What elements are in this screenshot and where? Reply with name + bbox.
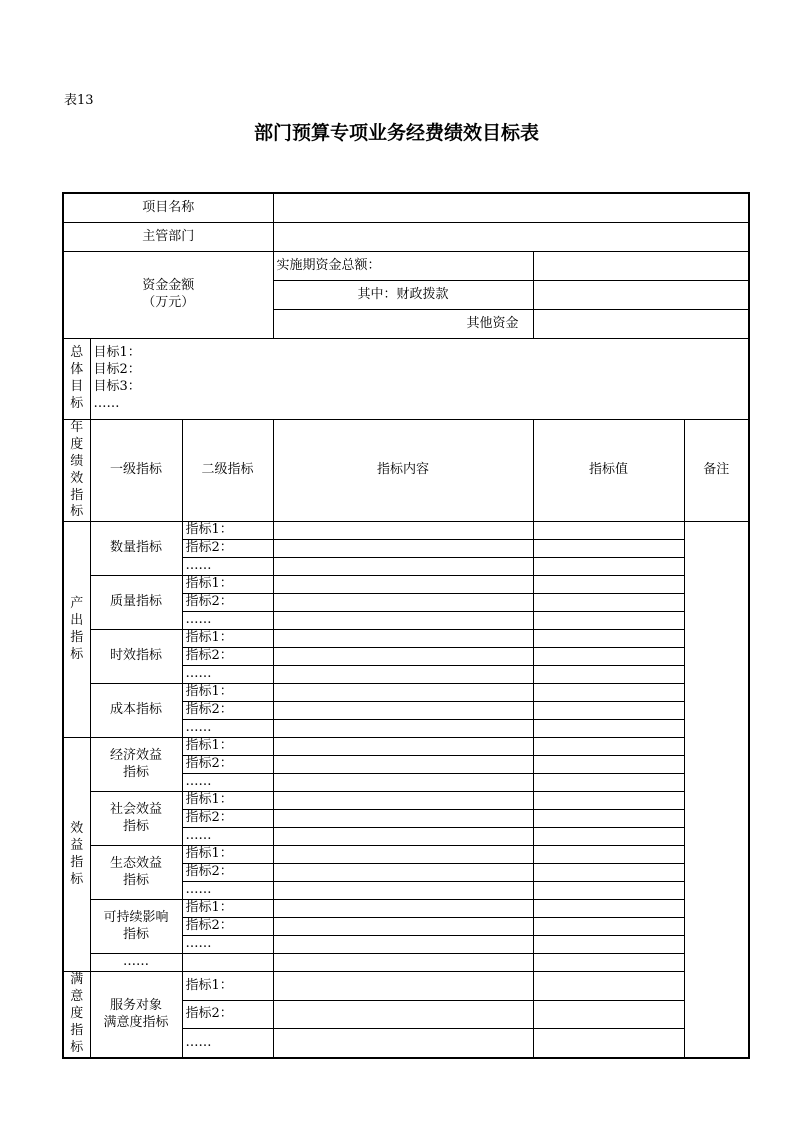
char: 标	[70, 646, 84, 662]
char: 标	[70, 504, 84, 520]
indicator-remark-cell[interactable]	[533, 1000, 684, 1028]
indicator-content-cell[interactable]	[182, 954, 273, 972]
indicator-remark-cell[interactable]	[533, 918, 684, 936]
char: 年	[70, 420, 84, 435]
benefit-more-ellipsis: ……	[90, 954, 182, 972]
indicator-remark-cell[interactable]	[533, 738, 684, 756]
indicator-value-cell[interactable]	[273, 1000, 533, 1028]
indicator-value-cell[interactable]	[273, 756, 533, 774]
indicator-content-cell[interactable]: ……	[182, 1029, 273, 1058]
benefit-subindicator-label: 生态效益 指标	[90, 846, 182, 900]
goal-item: 目标2：	[93, 362, 141, 378]
char: 益	[70, 837, 84, 853]
fund-amount-label	[63, 252, 273, 339]
char: 总	[70, 345, 84, 361]
indicator-content-cell[interactable]: ……	[182, 828, 273, 846]
indicator-value-cell[interactable]	[273, 774, 533, 792]
indicator-content-cell[interactable]: 指标1：	[182, 972, 273, 1000]
goal-item: ……	[93, 395, 120, 411]
indicator-content-cell[interactable]: 指标2：	[182, 648, 273, 666]
indicator-remark-cell[interactable]	[533, 558, 684, 576]
indicator-remark-cell[interactable]	[533, 720, 684, 738]
indicator-content-cell[interactable]: 指标1：	[182, 846, 273, 864]
indicator-value-cell[interactable]	[273, 972, 533, 1000]
indicator-value-cell[interactable]	[273, 522, 533, 540]
goal-item: 目标1：	[93, 345, 141, 361]
other-fund-field[interactable]	[533, 310, 749, 339]
indicator-value-cell[interactable]	[273, 666, 533, 684]
indicator-value-cell[interactable]	[273, 918, 533, 936]
dept-field[interactable]	[273, 223, 749, 252]
indicator-value-cell[interactable]	[273, 738, 533, 756]
indicator-value-cell[interactable]	[273, 810, 533, 828]
header-level1: 一级指标	[90, 420, 182, 522]
output-subindicator-label: 时效指标	[90, 630, 182, 684]
indicator-value-cell[interactable]	[273, 846, 533, 864]
output-subindicator-label: 数量指标	[90, 522, 182, 576]
header-level2: 二级指标	[182, 420, 273, 522]
char: 效	[70, 821, 84, 837]
header-value: 指标值	[533, 420, 684, 522]
indicator-content-cell[interactable]: 指标2：	[182, 1000, 273, 1028]
other-fund-label: 其他资金	[273, 310, 533, 339]
indicator-remark-cell[interactable]	[533, 522, 684, 540]
benefit-subindicator-label: 社会效益 指标	[90, 792, 182, 846]
indicator-content-cell[interactable]: 指标2：	[182, 756, 273, 774]
project-name-field[interactable]	[273, 193, 749, 223]
header-remark: 备注	[684, 420, 749, 522]
indicator-remark-cell[interactable]	[533, 954, 684, 972]
project-name-label: 项目名称	[63, 193, 273, 223]
char: 指	[70, 487, 84, 503]
char: 指	[70, 854, 84, 870]
char: 指	[70, 629, 84, 645]
indicator-value-cell[interactable]	[273, 684, 533, 702]
indicator-remark-cell[interactable]	[533, 972, 684, 1000]
indicator-content-cell[interactable]: 指标1：	[182, 792, 273, 810]
char: 标	[70, 871, 84, 887]
indicator-remark-cell[interactable]	[533, 882, 684, 900]
benefit-indicator-label	[63, 738, 90, 972]
fund-label-line1: 资金金额	[142, 278, 195, 294]
indicator-value-cell[interactable]	[273, 828, 533, 846]
indicator-content-cell[interactable]: ……	[182, 882, 273, 900]
indicator-content-cell[interactable]: 指标2：	[182, 918, 273, 936]
header-content: 指标内容	[273, 420, 533, 522]
indicator-remark-cell[interactable]	[533, 774, 684, 792]
char: 体	[70, 362, 84, 378]
indicator-value-cell[interactable]	[273, 1029, 533, 1058]
indicator-content-cell[interactable]: ……	[182, 936, 273, 954]
indicator-remark-cell[interactable]	[533, 630, 684, 648]
indicator-value-cell[interactable]	[273, 648, 533, 666]
fiscal-fund-field[interactable]	[533, 281, 749, 310]
indicator-content-cell[interactable]: 指标1：	[182, 684, 273, 702]
char: 产	[70, 596, 84, 612]
fund-label-line2: （万元）	[142, 295, 195, 310]
indicator-value-cell[interactable]	[273, 792, 533, 810]
indicator-remark-cell[interactable]	[533, 846, 684, 864]
indicator-remark-cell[interactable]	[533, 828, 684, 846]
fiscal-fund-label: 其中：财政拨款	[273, 281, 533, 310]
indicator-content-cell[interactable]: 指标1：	[182, 900, 273, 918]
total-fund-field[interactable]	[533, 252, 749, 281]
indicator-value-cell[interactable]	[273, 630, 533, 648]
char: 标	[70, 395, 84, 411]
indicator-remark-cell[interactable]	[533, 666, 684, 684]
benefit-subindicator-label: 可持续影响 指标	[90, 900, 182, 954]
overall-goal-label	[63, 339, 90, 420]
satisfaction-indicator-label: 满意度指标	[63, 972, 90, 1058]
indicator-remark-cell[interactable]	[533, 792, 684, 810]
indicator-value-cell[interactable]	[273, 882, 533, 900]
indicator-value-cell[interactable]	[273, 864, 533, 882]
char: 度	[70, 436, 84, 452]
indicator-remark-cell[interactable]	[533, 756, 684, 774]
indicator-remark-cell[interactable]	[533, 1029, 684, 1058]
indicator-remark-cell[interactable]	[533, 612, 684, 630]
performance-target-table	[62, 192, 750, 1059]
indicator-content-cell[interactable]: 指标2：	[182, 864, 273, 882]
overall-goal-field[interactable]	[90, 339, 749, 420]
char: 效	[70, 470, 84, 486]
indicator-value-cell[interactable]	[273, 612, 533, 630]
indicator-content-cell[interactable]: ……	[182, 666, 273, 684]
goal-item: 目标3：	[93, 379, 141, 394]
indicator-content-cell[interactable]: 指标2：	[182, 594, 273, 612]
benefit-subindicator-label: 经济效益 指标	[90, 738, 182, 792]
char: 目	[70, 379, 84, 394]
indicator-value-cell[interactable]	[273, 558, 533, 576]
indicator-value-cell[interactable]	[273, 900, 533, 918]
indicator-content-cell[interactable]: 指标1：	[182, 522, 273, 540]
output-subindicator-label: 成本指标	[90, 684, 182, 738]
annual-indicator-label	[63, 420, 90, 522]
indicator-content-cell[interactable]: ……	[182, 720, 273, 738]
indicator-value-cell[interactable]	[273, 576, 533, 594]
page-title: 部门预算专项业务经费绩效目标表	[253, 122, 539, 144]
indicator-remark-cell[interactable]	[533, 810, 684, 828]
total-fund-label: 实施期资金总额：	[273, 252, 533, 281]
indicator-remark-cell[interactable]	[533, 576, 684, 594]
indicator-value-cell[interactable]	[273, 720, 533, 738]
output-indicator-label	[63, 522, 90, 738]
indicator-remark-cell[interactable]	[533, 648, 684, 666]
char: 出	[70, 612, 84, 628]
indicator-remark-cell[interactable]	[533, 864, 684, 882]
indicator-content-cell[interactable]: ……	[182, 558, 273, 576]
indicator-content-cell[interactable]: ……	[182, 774, 273, 792]
indicator-content-cell[interactable]: 指标1：	[182, 738, 273, 756]
dept-label: 主管部门	[63, 223, 273, 252]
indicator-remark-cell[interactable]	[533, 936, 684, 954]
indicator-remark-cell[interactable]	[533, 594, 684, 612]
output-subindicator-label: 质量指标	[90, 576, 182, 630]
indicator-content-cell[interactable]: 指标2：	[182, 540, 273, 558]
indicator-remark-cell[interactable]	[533, 684, 684, 702]
indicator-content-cell[interactable]: 指标1：	[182, 630, 273, 648]
indicator-value-cell[interactable]	[273, 936, 533, 954]
indicator-content-cell[interactable]: 指标1：	[182, 576, 273, 594]
table-number: 表13	[64, 93, 94, 108]
indicator-value-cell[interactable]	[273, 702, 533, 720]
indicator-value-cell[interactable]	[273, 594, 533, 612]
indicator-remark-cell[interactable]	[533, 540, 684, 558]
satisfaction-subindicator-label: 服务对象 满意度指标	[90, 972, 182, 1058]
indicator-content-cell[interactable]: ……	[182, 612, 273, 630]
char: 绩	[70, 453, 84, 469]
indicator-content-cell[interactable]: 指标2：	[182, 702, 273, 720]
indicator-remark-cell[interactable]	[533, 702, 684, 720]
indicator-value-cell[interactable]	[273, 540, 533, 558]
indicator-remark-cell[interactable]	[533, 900, 684, 918]
indicator-value-cell[interactable]	[273, 954, 533, 972]
indicator-content-cell[interactable]: 指标2：	[182, 810, 273, 828]
